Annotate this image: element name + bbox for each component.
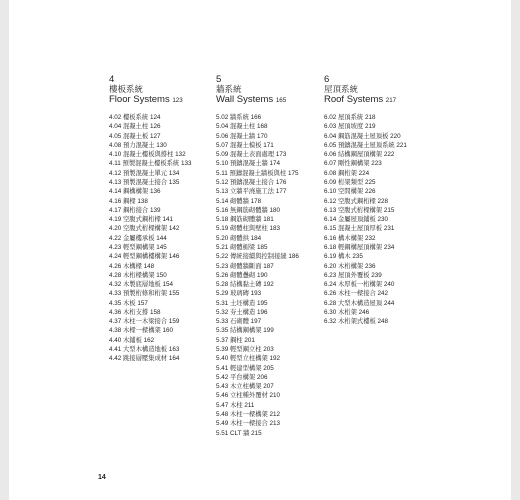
toc-item: 5.13 立牆平澆施工法 177 bbox=[216, 188, 287, 196]
toc-item: 4.22 金屬樓承板 144 bbox=[109, 234, 167, 242]
toc-item: 5.37 鋼柱 201 bbox=[216, 336, 255, 344]
toc-item: 5.12 預鑄混凝土接合 176 bbox=[216, 178, 287, 186]
toc-item: 4.04 混凝土柱 126 bbox=[109, 123, 161, 131]
document-page bbox=[9, 0, 511, 500]
section-number: 5 bbox=[216, 74, 222, 85]
toc-item: 5.22 傳統接續與控制接縫 186 bbox=[216, 253, 299, 261]
section-title-zh: 牆系統 bbox=[216, 84, 242, 94]
section-roof-systems bbox=[324, 75, 434, 326]
section-title-en bbox=[324, 94, 434, 106]
toc-item: 5.43 木立柱構架 207 bbox=[216, 383, 274, 391]
toc-item: 5.31 土坯構造 195 bbox=[216, 299, 268, 307]
toc-item: 5.04 混凝土柱 168 bbox=[216, 123, 268, 131]
section-title-en-text: Floor Systems bbox=[109, 94, 170, 105]
toc-item: 5.42 平台構架 206 bbox=[216, 373, 268, 381]
toc-item: 4.05 混凝土板 127 bbox=[109, 132, 161, 140]
toc-item: 4.17 鋼桁接合 139 bbox=[109, 206, 161, 214]
toc-item: 5.41 輕建型構架 205 bbox=[216, 364, 274, 372]
section-title-en-text: Wall Systems bbox=[216, 94, 274, 105]
toc-item: 6.24 木厚板一桁構架 240 bbox=[324, 281, 395, 289]
toc-item: 5.49 木柱一樑接合 213 bbox=[216, 420, 281, 428]
toc-item: 6.05 預鑄混凝土屋頂系統 221 bbox=[324, 141, 407, 149]
toc-item: 6.19 構木 235 bbox=[324, 253, 363, 261]
toc-item: 4.32 木製底層地板 154 bbox=[109, 281, 174, 289]
toc-item: 5.51 CLT 牆 215 bbox=[216, 429, 262, 437]
toc-item: 4.02 樓板系統 124 bbox=[109, 114, 161, 121]
toc-item: 5.16 無鋼筋砌體牆 180 bbox=[216, 206, 281, 214]
section-title-en bbox=[216, 94, 320, 106]
toc-item: 5.29 玻璃磚 193 bbox=[216, 290, 262, 298]
section-title-zh: 樓板系統 bbox=[109, 84, 144, 94]
toc-item: 4.12 預製混凝土單元 134 bbox=[109, 169, 180, 177]
toc-item: 4.23 輕型鋼構架 145 bbox=[109, 243, 167, 251]
toc-item: 6.30 木桁架 246 bbox=[324, 308, 370, 316]
toc-item: 6.32 木桁架式樓板 248 bbox=[324, 318, 389, 326]
section-page-number: 123 bbox=[172, 97, 183, 104]
toc-item: 5.09 混凝土表面處理 173 bbox=[216, 151, 287, 159]
toc-item: 4.41 大型木構造地板 163 bbox=[109, 346, 180, 354]
toc-item: 6.08 鋼桁架 224 bbox=[324, 169, 370, 177]
page-number: 14 bbox=[98, 474, 106, 481]
section-wall-systems bbox=[216, 75, 320, 438]
toc-item: 6.16 構木構架 232 bbox=[324, 234, 376, 242]
toc-item: 4.28 木桁樑構架 150 bbox=[109, 271, 167, 279]
toc-item: 6.07 剛性鋼構架 223 bbox=[324, 160, 382, 168]
toc-item: 5.32 夯土構造 196 bbox=[216, 308, 268, 316]
toc-item: 5.07 混凝土模板 171 bbox=[216, 141, 274, 149]
toc-item: 5.18 鋼筋砌體牆 181 bbox=[216, 216, 274, 224]
toc-item: 6.02 屋頂系統 218 bbox=[324, 114, 376, 121]
toc-item: 5.11 預鑄混凝土牆板與柱 175 bbox=[216, 169, 299, 177]
toc-item: 5.40 輕型立柱構架 192 bbox=[216, 355, 281, 363]
toc-item: 4.40 木鋪板 162 bbox=[109, 336, 155, 344]
toc-item: 5.20 砌體拱 184 bbox=[216, 234, 262, 242]
toc-item: 4.35 木板 157 bbox=[109, 299, 148, 307]
toc-item: 6.06 結構鋼屋頂構架 222 bbox=[324, 151, 395, 159]
toc-item: 5.46 立柱種外覆材 210 bbox=[216, 392, 281, 400]
toc-item: 4.42 跳接層壓集成材 164 bbox=[109, 355, 180, 363]
toc-item: 4.37 木柱一木梁接合 159 bbox=[109, 318, 180, 326]
toc-item: 4.36 木桁支撐 158 bbox=[109, 308, 161, 316]
toc-item: 4.14 鋼構構架 136 bbox=[109, 188, 161, 196]
section-floor-systems bbox=[109, 75, 209, 364]
toc-item: 6.18 輕鋼構屋頂構架 234 bbox=[324, 243, 395, 251]
toc-item: 6.04 鋼筋混凝土屋頂板 220 bbox=[324, 132, 401, 140]
toc-item: 5.47 木柱 211 bbox=[216, 401, 255, 409]
toc-item: 5.19 砌體柱與壁柱 183 bbox=[216, 225, 281, 233]
toc-item: 4.08 預力混凝土 130 bbox=[109, 141, 167, 149]
toc-item: 5.21 砌體楣梁 185 bbox=[216, 243, 268, 251]
section-number: 6 bbox=[324, 74, 330, 85]
toc-list bbox=[216, 113, 320, 438]
toc-item: 5.10 預鑄混凝土牆 174 bbox=[216, 160, 281, 168]
toc-item: 6.12 空腹式鋼桁樑 228 bbox=[324, 197, 389, 205]
toc-item: 4.11 預製混凝土樓板系統 133 bbox=[109, 160, 192, 168]
toc-item: 6.10 空間構架 226 bbox=[324, 188, 376, 196]
toc-item: 5.28 結構黏土磚 192 bbox=[216, 281, 274, 289]
toc-item: 6.26 木柱一樑接合 242 bbox=[324, 290, 389, 298]
toc-item: 5.14 砌體牆 178 bbox=[216, 197, 262, 205]
toc-item: 4.20 空腹式桁樑構架 142 bbox=[109, 225, 180, 233]
toc-item: 5.02 牆系統 166 bbox=[216, 114, 262, 121]
toc-item: 4.19 空腹式鋼桁樑 141 bbox=[109, 216, 174, 224]
toc-item: 4.38 木樑一樑構架 160 bbox=[109, 327, 174, 335]
toc-item: 6.13 空腹式桁樑構架 215 bbox=[324, 206, 395, 214]
toc-item: 5.23 砌體牆斷面 187 bbox=[216, 262, 274, 270]
toc-item: 5.06 混凝土牆 170 bbox=[216, 132, 268, 140]
toc-item: 6.28 大型木構造屋頂 244 bbox=[324, 299, 395, 307]
section-title-en bbox=[109, 94, 209, 106]
toc-item: 4.13 預製混凝土接合 135 bbox=[109, 178, 180, 186]
section-number: 4 bbox=[109, 74, 115, 85]
toc-list bbox=[324, 113, 434, 326]
toc-item: 6.15 混凝土屋頂厚板 231 bbox=[324, 225, 395, 233]
toc-item: 4.24 輕型鋼構樓構架 146 bbox=[109, 253, 180, 261]
toc-item: 4.16 鋼樑 138 bbox=[109, 197, 148, 205]
toc-item: 5.33 石砌體 197 bbox=[216, 318, 262, 326]
section-title-en-text: Roof Systems bbox=[324, 94, 384, 105]
toc-item: 6.03 屋頂坡度 219 bbox=[324, 123, 376, 131]
section-title-zh: 屋頂系統 bbox=[324, 84, 359, 94]
toc-item: 4.26 木構樑 148 bbox=[109, 262, 155, 270]
toc-item: 6.23 屋頂外覆板 239 bbox=[324, 271, 382, 279]
toc-list bbox=[109, 113, 209, 364]
toc-item: 5.26 砌體疊砌 190 bbox=[216, 271, 268, 279]
section-page-number: 217 bbox=[385, 97, 397, 104]
toc-item: 6.20 木桁構架 236 bbox=[324, 262, 376, 270]
section-page-number: 165 bbox=[275, 97, 287, 104]
toc-item: 4.10 混凝土樓板與撐柱 132 bbox=[109, 151, 186, 159]
toc-item: 5.35 結構鋼構架 199 bbox=[216, 327, 274, 335]
toc-item: 6.09 桁架類型 225 bbox=[324, 178, 376, 186]
toc-item: 5.48 木柱一樑構架 212 bbox=[216, 411, 281, 418]
toc-item: 4.33 預製桁條和桁架 155 bbox=[109, 290, 180, 298]
toc-item: 5.39 輕型鋼立柱 203 bbox=[216, 346, 274, 354]
toc-item: 6.14 金屬屋頂鋪板 230 bbox=[324, 216, 389, 224]
